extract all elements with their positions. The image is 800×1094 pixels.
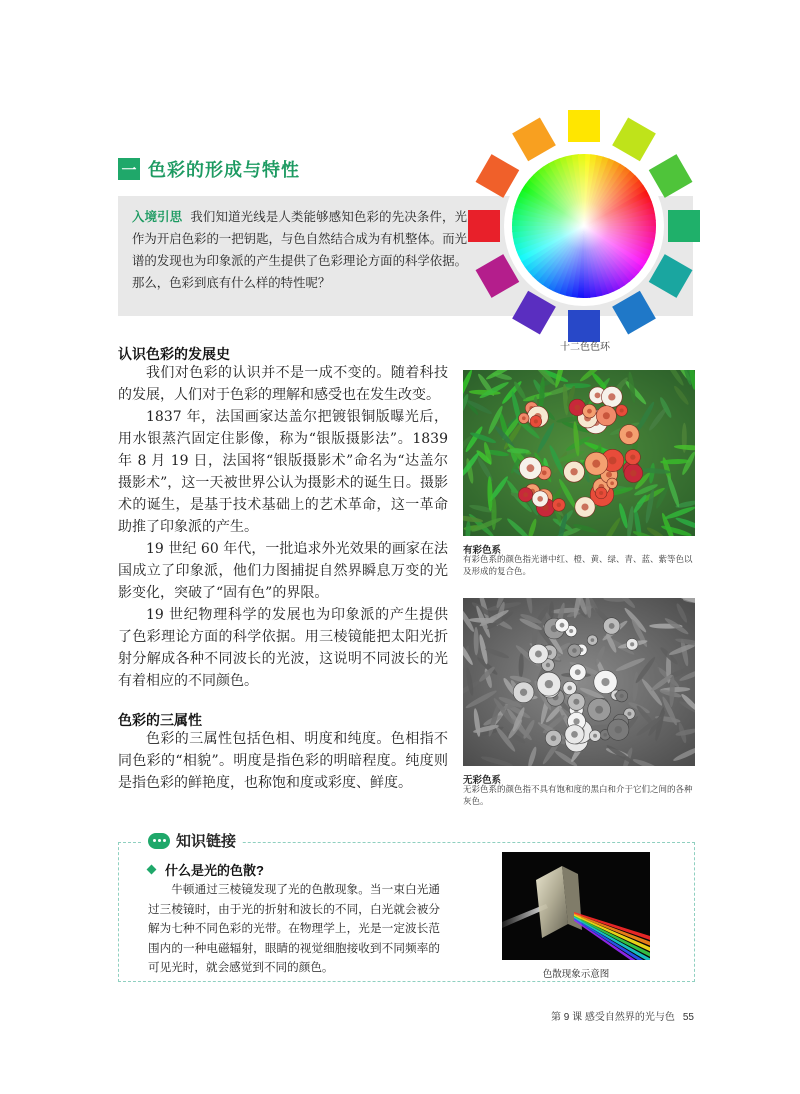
- history-heading: 认识色彩的发展史: [118, 346, 230, 362]
- gray-caption-text: 无彩色系的颜色指不具有饱和度的黑白和介于它们之间的各种灰色。: [463, 785, 693, 807]
- chat-bubble-icon: [148, 833, 170, 849]
- page-footer: [551, 1008, 694, 1023]
- color-wheel: [464, 106, 704, 346]
- color-wheel-swatch: [668, 210, 700, 242]
- color-wheel-swatch: [568, 110, 600, 142]
- history-paragraph: 1837 年，法国画家达盖尔把镀银铜版曝光后，用水银蒸汽固定住影像，称为“银版摄影法”。1839 年 8 月 19 日，法国将“银版摄影术”命名为“达盖尔摄影术”，这一天被世界公认为摄影术的诞生日。摄影术的诞生，是基于技术基础上的艺术革命，这一革命助推了印象派的产生。: [118, 409, 448, 535]
- gray-flowers-image: [463, 598, 695, 766]
- knowledge-text: [148, 880, 440, 978]
- colored-caption-text: 有彩色系的颜色指光谱中红、橙、黄、绿、青、蓝、紫等色以及形成的复合色。: [463, 555, 693, 577]
- prism-dispersion-image: [502, 852, 650, 960]
- color-wheel-caption: 十二色色环: [560, 342, 610, 353]
- attributes-heading: 色彩的三属性: [118, 712, 202, 728]
- diamond-bullet-icon: [147, 865, 157, 875]
- history-paragraph: 19 世纪 60 年代，一批追求外光效果的画家在法国成立了印象派，他们力图捕捉自然界瞬息万变的光影变化，突破了“固有色”的界限。: [118, 541, 448, 601]
- gray-flowers-photo: [463, 598, 695, 766]
- colored-flowers-image: [463, 370, 695, 536]
- knowledge-title: 知识链接: [176, 833, 237, 850]
- lesson-title: 第 9 课 感受自然界的光与色: [550, 1012, 675, 1023]
- page-number: 55: [682, 1012, 694, 1023]
- colored-flowers-photo: [463, 370, 695, 536]
- colored-caption-title: 有彩色系: [463, 545, 502, 556]
- prism-caption: 色散现象示意图: [542, 969, 610, 980]
- knowledge-question-text: 什么是光的色散?: [165, 863, 264, 878]
- color-wheel-graphic: [464, 106, 704, 346]
- intro-label: 入境引思: [132, 210, 183, 224]
- attributes-text: [118, 728, 448, 794]
- knowledge-question: [148, 860, 264, 879]
- knowledge-paragraph: 牛顿通过三棱镜发现了光的色散现象。当一束白光通过三棱镜时，由于光的折射和波长的不同，白光就会被分解为七种不同色彩的光带。在物理学上，光是一定波长范围内的一种电磁辐射，眼睛的视觉细胞接收到不同频率的可见光时，就会感觉到不同的颜色。: [148, 882, 440, 974]
- history-paragraph: 我们对色彩的认识并不是一成不变的。随着科技的发展，人们对于色彩的理解和感受也在发生改变。: [118, 365, 448, 403]
- gray-caption-title: 无彩色系: [463, 775, 502, 786]
- section-title: 色彩的形成与特性: [148, 160, 300, 180]
- intro-body: 我们知道光线是人类能够感知色彩的先决条件，光作为开启色彩的一把钥匙，与色自然结合成为有机整体。而光谱的发现也为印象派的产生提供了色彩理论方面的科学依据。那么，色彩到底有什么样的特性呢？: [132, 209, 468, 290]
- section-number: 一: [118, 158, 140, 180]
- history-text: [118, 362, 448, 692]
- intro-text: [132, 206, 467, 294]
- history-paragraph: 19 世纪物理科学的发展也为印象派的产生提供了色彩理论方面的科学依据。用三棱镜能把太阳光折射分解成各种不同波长的光波，这说明不同波长的光有着相应的不同颜色。: [118, 607, 448, 689]
- color-wheel-swatch: [468, 210, 500, 242]
- prism-graphic: [502, 852, 650, 960]
- section-heading: [118, 156, 300, 182]
- knowledge-header: [142, 830, 242, 851]
- attributes-paragraph: 色彩的三属性包括色相、明度和纯度。色相指不同色彩的“相貌”。明度是指色彩的明暗程度。纯度则是指色彩的鲜艳度，也称饱和度或彩度、鲜度。: [118, 731, 448, 791]
